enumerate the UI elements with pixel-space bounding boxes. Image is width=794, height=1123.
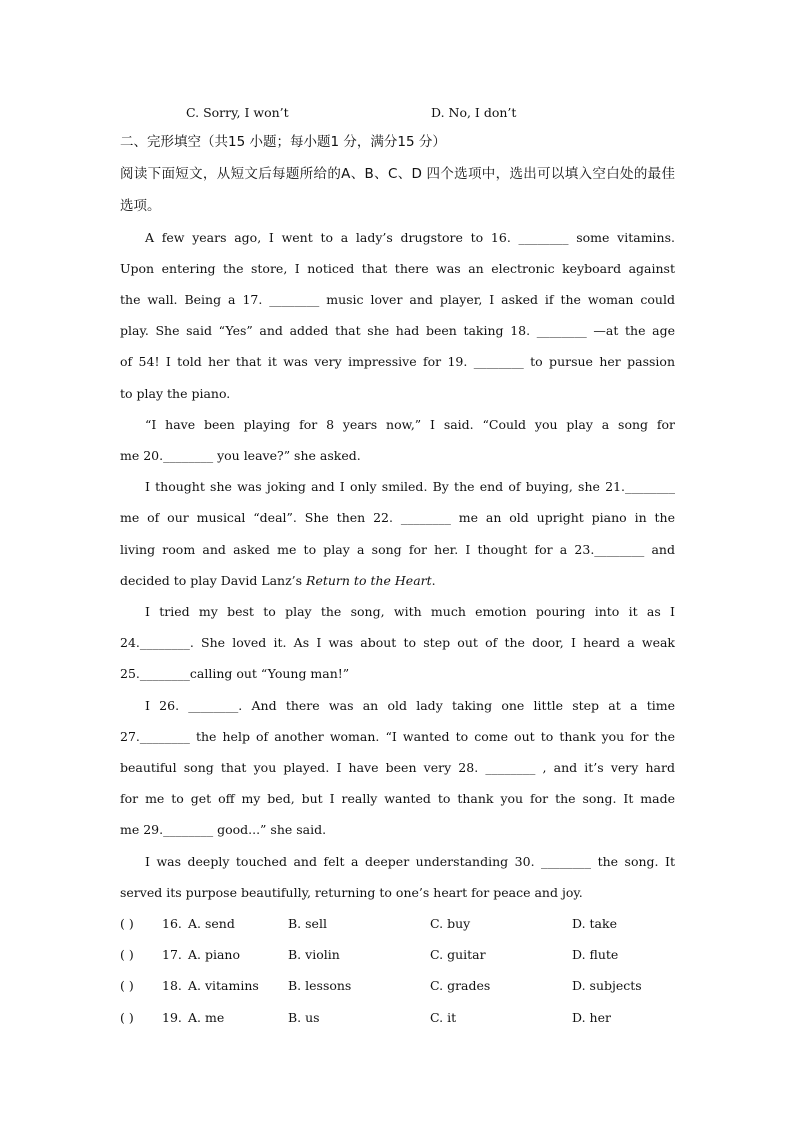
question-row <box>120 947 680 963</box>
option-b: B. us <box>288 1010 320 1025</box>
passage-line: play. She said “Yes” and added that she had been taking 18. ________ —at the age <box>120 323 675 338</box>
option-a: A. me <box>188 1010 225 1025</box>
option-a: A. send <box>188 916 235 931</box>
option-b: B. sell <box>288 916 327 931</box>
option-d: D. her <box>572 1010 611 1025</box>
passage-line-song <box>120 573 675 589</box>
question-number: 16. <box>162 916 182 931</box>
option-c: C. it <box>430 1010 457 1025</box>
passage-line: beautiful song that you played. I have been very 28. ________ , and it’s very hard <box>120 760 675 775</box>
passage-line: 25.________calling out “Young man!” <box>120 666 350 681</box>
passage-line: “I have been playing for 8 years now,” I said. “Could you play a song for <box>145 417 675 432</box>
option-a: A. piano <box>188 947 241 962</box>
passage-line: the wall. Being a 17. ________ music lover and player, I asked if the woman could <box>120 292 675 307</box>
passage-line: of 54! I told her that it was very impressive for 19. ________ to pursue her passion <box>120 354 675 369</box>
passage-line: I 26. ________. And there was an old lady taking one little step at a time <box>145 698 675 713</box>
option-d: D. take <box>572 916 617 931</box>
passage-line: living room and asked me to play a song for her. I thought for a 23.________ and <box>120 542 675 557</box>
question-number: 17. <box>162 947 182 962</box>
passage-line: I tried my best to play the song, with much emotion pouring into it as I <box>145 604 675 619</box>
passage-line: A few years ago, I went to a lady’s drugstore to 16. ________ some vitamins. <box>145 230 675 245</box>
passage-line: I was deeply touched and felt a deeper understanding 30. ________ the song. It <box>145 854 675 869</box>
section-instruction-cont: 选项。 <box>120 198 161 214</box>
section-instruction: 阅读下面短文，从短文后每题所给的A、B、C、D 四个选项中，选出可以填入空白处的最佳 <box>120 166 675 182</box>
passage-line: 24.________. She loved it. As I was about to step out of the door, I heard a weak <box>120 635 675 650</box>
answer-paren[interactable]: ( ) <box>120 947 134 962</box>
option-d: D. flute <box>572 947 619 962</box>
passage-line: I thought she was joking and I only smiled. By the end of buying, she 21.________ <box>145 479 675 494</box>
question-row <box>120 978 680 994</box>
question-number: 19. <box>162 1010 182 1025</box>
option-d: D. subjects <box>572 978 642 993</box>
option-c: C. grades <box>430 978 491 993</box>
option-c: C. guitar <box>430 947 486 962</box>
option-c: C. buy <box>430 916 471 931</box>
question-row <box>120 1010 680 1026</box>
passage-line: served its purpose beautifully, returning to one’s heart for peace and joy. <box>120 885 583 900</box>
passage-line: me 20.________ you leave?” she asked. <box>120 448 361 463</box>
option-b: B. lessons <box>288 978 352 993</box>
passage-line: 27.________ the help of another woman. “I wanted to come out to thank you for the <box>120 729 675 744</box>
song-title: Return to the Heart <box>306 573 432 588</box>
passage-text: decided to play David Lanz’s <box>120 573 307 588</box>
option-b: B. violin <box>288 947 340 962</box>
section-heading: 二、完形填空（共15 小题；每小题1 分，满分15 分） <box>120 134 446 150</box>
passage-text: . <box>431 573 436 588</box>
passage-line: me 29.________ good...” she said. <box>120 822 327 837</box>
answer-paren[interactable]: ( ) <box>120 978 134 993</box>
prev-option-d: D. No, I don’t <box>431 105 517 120</box>
passage-line: to play the piano. <box>120 386 231 401</box>
answer-paren[interactable]: ( ) <box>120 916 134 931</box>
passage-line: me of our musical “deal”. She then 22. ________ me an old upright piano in the <box>120 510 675 525</box>
question-number: 18. <box>162 978 182 993</box>
answer-paren[interactable]: ( ) <box>120 1010 134 1025</box>
prev-option-c: C. Sorry, I won’t <box>186 105 289 120</box>
option-a: A. vitamins <box>188 978 259 993</box>
passage-line: for me to get off my bed, but I really wanted to thank you for the song. It made <box>120 791 675 806</box>
question-row <box>120 916 680 932</box>
passage-line: Upon entering the store, I noticed that there was an electronic keyboard against <box>120 261 675 276</box>
